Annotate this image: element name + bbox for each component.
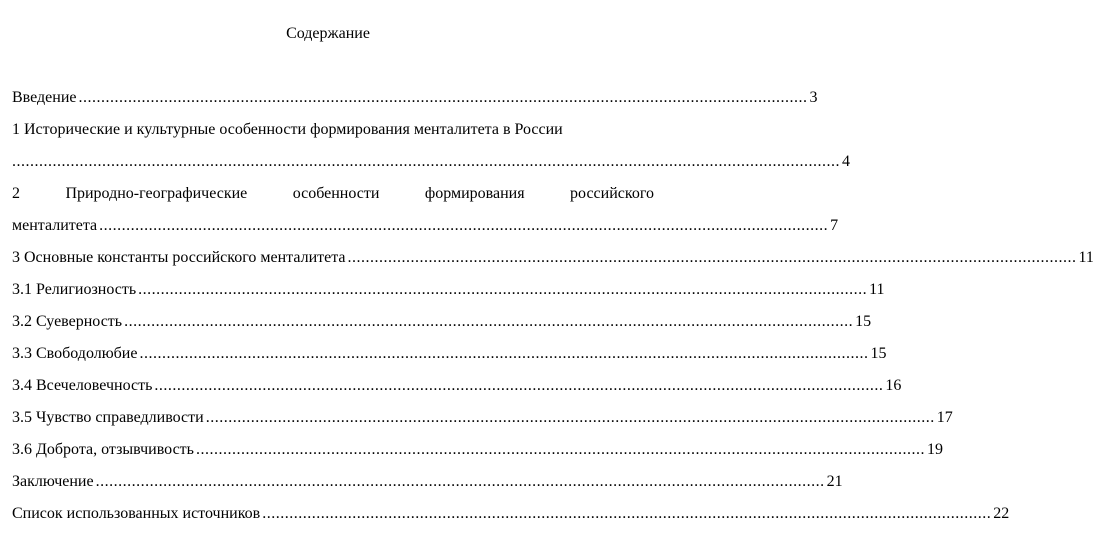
toc-entry-label: 3.5 Чувство справедливости — [12, 409, 204, 426]
toc-entry-3-4 — [12, 376, 902, 396]
toc-entry-page: 15 — [855, 313, 872, 330]
leader-dots: .................................................................................................................................................................. — [262, 505, 992, 522]
leader-dots: .................................................................................................................................................................. — [205, 409, 935, 426]
toc-entry-label: 3.2 Суеверность — [12, 313, 123, 330]
toc-entry-3-6 — [12, 440, 943, 460]
toc-entry-1-line1 — [12, 120, 654, 140]
leader-dots: .................................................................................................................................................................. — [195, 441, 925, 458]
toc-entry-2-line1 — [12, 184, 654, 204]
leader-dots: .................................................................................................................................................................. — [78, 89, 808, 106]
toc-entry-label: 3.6 Доброта, отзывчивость — [12, 441, 194, 458]
toc-entry-page: 17 — [936, 409, 953, 426]
toc-entry-label: 1 Исторические и культурные особенности формирования менталитета в России — [12, 121, 563, 138]
toc-entry-label: 2 Природно-географические особенности формирования российского — [12, 185, 654, 202]
toc-entry-page: 19 — [926, 441, 943, 458]
toc-entry-label: Список использованных источников — [12, 505, 261, 522]
toc-entry-3-5 — [12, 408, 953, 428]
toc-entry-label: 3.1 Религиозность — [12, 281, 137, 298]
toc-entry-label: Введение — [12, 89, 77, 106]
toc-entry-3-1 — [12, 280, 885, 300]
leader-dots: .................................................................................................................................................................. — [124, 313, 854, 330]
toc-entry-references — [12, 504, 1010, 524]
toc-entry-page: 22 — [993, 505, 1010, 522]
leader-dots: .................................................................................................................................................................. — [347, 249, 1077, 266]
toc-entry-1-line2 — [12, 152, 850, 172]
toc-entry-page: 11 — [869, 281, 885, 298]
toc-entry-conclusion — [12, 472, 843, 492]
toc-entry-page: 11 — [1078, 249, 1094, 266]
toc-entry-label: 3.3 Свободолюбие — [12, 345, 138, 362]
toc-entry-2-line2 — [12, 216, 839, 236]
toc-entry-label: 3.4 Всечеловечность — [12, 377, 153, 394]
toc-entry-page: 16 — [885, 377, 902, 394]
toc-entry-page: 4 — [842, 153, 850, 170]
toc-entry-3-3 — [12, 344, 887, 364]
toc-entry-label-continued: менталитета — [12, 217, 98, 234]
toc-entry-page: 3 — [809, 89, 818, 106]
toc-entry-label: Заключение — [12, 473, 94, 490]
toc-title: Содержание — [286, 25, 370, 42]
leader-dots: .................................................................................................................................................................. — [154, 377, 884, 394]
toc-entry-3 — [12, 248, 1094, 268]
leader-dots: ........................................................................................................................................................................................ — [12, 153, 840, 170]
toc-entry-3-2 — [12, 312, 872, 332]
leader-dots: .................................................................................................................................................................. — [138, 281, 868, 298]
toc-entry-page: 7 — [830, 217, 839, 234]
leader-dots: .................................................................................................................................................................. — [99, 217, 829, 234]
toc-entry-introduction — [12, 88, 818, 108]
toc-entry-page: 15 — [870, 345, 887, 362]
toc-entry-label: 3 Основные константы российского менталитета — [12, 249, 346, 266]
leader-dots: .................................................................................................................................................................. — [139, 345, 869, 362]
leader-dots: .................................................................................................................................................................. — [95, 473, 825, 490]
toc-entry-page: 21 — [826, 473, 843, 490]
